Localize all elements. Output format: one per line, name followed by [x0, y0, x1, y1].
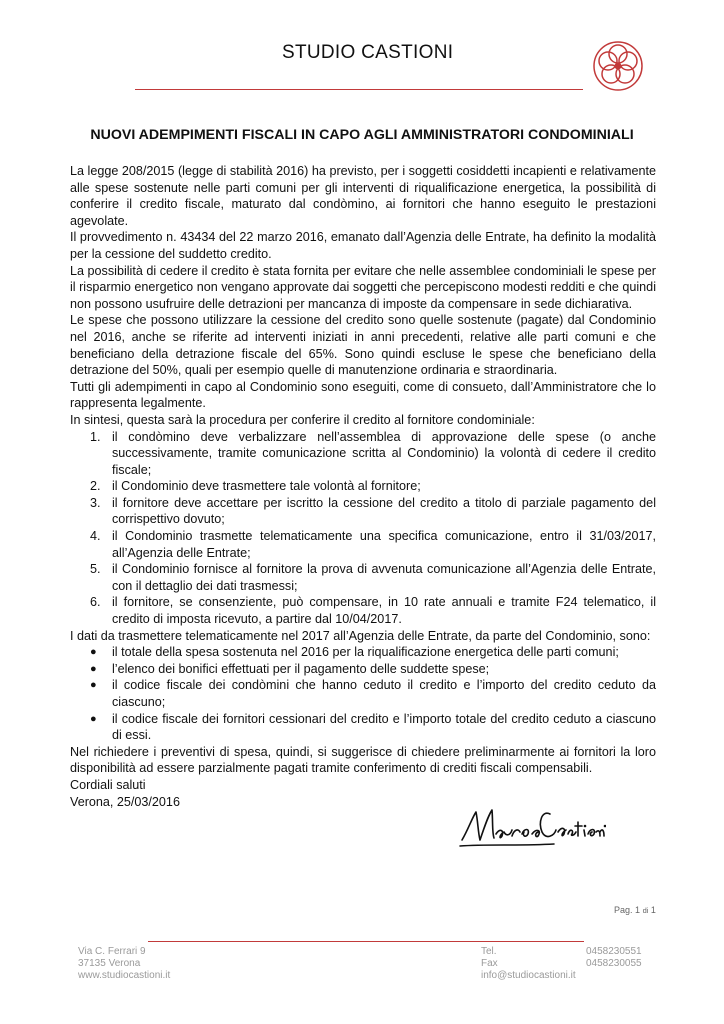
list-number: 6.: [90, 595, 101, 610]
paragraph: Il provvedimento n. 43434 del 22 marzo 2016, emanato dall’Agenzia delle Entrate, ha definito la modalità per la cessione del suddetto credito.: [70, 230, 656, 261]
list-item: [70, 661, 656, 678]
footer-divider: [148, 941, 584, 942]
studio-name: STUDIO CASTIONI: [282, 42, 454, 63]
list-item-text: il Condominio deve trasmettere tale volontà al fornitore;: [112, 479, 421, 494]
list-item-text: il fornitore deve accettare per iscritto la cessione del credito a titolo di parziale pagamento del corrispettivo dovuto;: [112, 495, 656, 527]
list-item: [70, 495, 656, 528]
list-item-text: l’elenco dei bonifici effettuati per il pagamento delle suddette spese;: [112, 661, 490, 676]
page-label: Pag.: [614, 905, 633, 915]
fax-value: 0458230055: [586, 958, 642, 970]
page-total: 1: [650, 905, 656, 915]
list-item-text: il codice fiscale dei condòmini che hanno ceduto il credito e l’importo del credito ceduto da ciascuno;: [112, 678, 656, 709]
paragraph: I dati da trasmettere telematicamente nel 2017 all’Agenzia delle Entrate, da parte del Condominio, sono:: [70, 628, 651, 643]
bullet-icon: ●: [90, 646, 97, 659]
list-item: [70, 711, 656, 744]
document-title: NUOVI ADEMPIMENTI FISCALI IN CAPO AGLI AMMINISTRATORI CONDOMINIALI: [90, 127, 634, 143]
list-item: [70, 561, 656, 594]
studio-logo-icon: [592, 40, 644, 92]
list-item: [70, 528, 656, 561]
paragraph: Nel richiedere i preventivi di spesa, quindi, si suggerisce di chiedere preliminarmente ai fornitori la loro disponibilità ad essere parzialmente pagati tramite conferimento di crediti fiscali compensabili.: [70, 744, 656, 776]
handwritten-signature: [458, 800, 606, 856]
paragraph: In sintesi, questa sarà la procedura per conferire il credito al fornitore condominiale:: [70, 412, 535, 427]
list-number: 4.: [90, 529, 101, 544]
page-of: di: [642, 906, 649, 915]
greeting: Cordiali saluti: [70, 777, 146, 792]
data-list: [70, 644, 656, 744]
email-link[interactable]: info@studiocastioni.it: [481, 970, 576, 982]
footer-contact-values: [586, 946, 642, 970]
date-line: Verona, 25/03/2016: [70, 794, 180, 809]
footer-address: [78, 946, 170, 983]
address-city: 37135 Verona: [78, 958, 141, 970]
footer-contact-labels: [481, 946, 576, 983]
list-item-text: il fornitore, se consenziente, può compensare, in 10 rate annuali e tramite F24 telematico, il credito di imposta ricevuto, a partire dal 10/04/2017.: [112, 595, 656, 627]
list-item-text: il Condominio trasmette telematicamente una specifica comunicazione, entro il 31/03/2017, all’Agenzia delle Entrate;: [112, 529, 656, 560]
list-item-text: il Condominio fornisce al fornitore la prova di avvenuta comunicazione all’Agenzia delle Entrate, con il dettaglio dei dati trasmessi;: [112, 562, 656, 593]
website-link[interactable]: www.studiocastioni.it: [78, 970, 171, 982]
bullet-icon: ●: [90, 712, 97, 725]
list-item-text: il codice fiscale dei fornitori cessionari del credito e l’importo totale del credito ceduto a ciascuno di essi.: [112, 711, 656, 743]
address-street: Via C. Ferrari 9: [78, 946, 146, 957]
list-number: 2.: [90, 479, 101, 494]
paragraph: La possibilità di cedere il credito è stata fornita per evitare che nelle assemblee condominiali le spese per il risparmio energetico non vengano approvate dai soggetti che percepiscono modesti redditi e che quindi non possono usufruire delle detrazioni per mancanza di imposte da compensare in sede dichiarativa.: [70, 263, 656, 311]
procedure-list: [70, 429, 656, 628]
list-number: 5.: [90, 562, 101, 577]
header-divider: [135, 89, 583, 90]
paragraph: La legge 208/2015 (legge di stabilità 2016) ha previsto, per i soggetti cosiddetti incapienti e relativamente alle spese sostenute nelle parti comuni per gli interventi di riqualificazione energetica, la possibilità di conferire il credito fiscale, maturato dal condòmino, ai fornitori che hanno eseguito le prestazioni agevolate.: [70, 164, 656, 228]
list-item: [70, 478, 656, 495]
list-item-text: il condòmino deve verbalizzare nell’assemblea di approvazione delle spese (o anche successivamente, tramite comunicazione scritta al Condominio) la volontà di cedere il credito fiscale;: [112, 429, 656, 477]
list-item: [70, 677, 656, 710]
fax-label: Fax: [481, 958, 498, 970]
list-item: [70, 429, 656, 479]
list-item: [70, 644, 656, 661]
list-item: [70, 594, 656, 627]
tel-value: 0458230551: [586, 946, 642, 957]
tel-label: Tel.: [481, 946, 497, 957]
list-number: 3.: [90, 495, 101, 510]
paragraph: Le spese che possono utilizzare la cessione del credito sono quelle sostenute (pagate) dal Condominio nel 2016, anche se riferite ad interventi iniziati in anni precedenti, relative alle parti comuni e che beneficiano della detrazione fiscale del 65%. Sono quindi escluse le spese che beneficiano della detrazione del 50%, quali per esempio quelle di manutenzione ordinaria e straordinaria.: [70, 313, 656, 378]
page-current: 1: [635, 905, 641, 915]
bullet-icon: ●: [90, 662, 97, 675]
bullet-icon: ●: [90, 679, 97, 692]
list-item-text: il totale della spesa sostenuta nel 2016 per la riqualificazione energetica delle parti comuni;: [112, 645, 619, 660]
page-number: [614, 905, 656, 915]
list-number: 1.: [90, 429, 101, 444]
paragraph: Tutti gli adempimenti in capo al Condominio sono eseguiti, come di consueto, dall’Amministratore che lo rappresenta legalmente.: [70, 379, 656, 411]
document-body: [70, 163, 656, 810]
